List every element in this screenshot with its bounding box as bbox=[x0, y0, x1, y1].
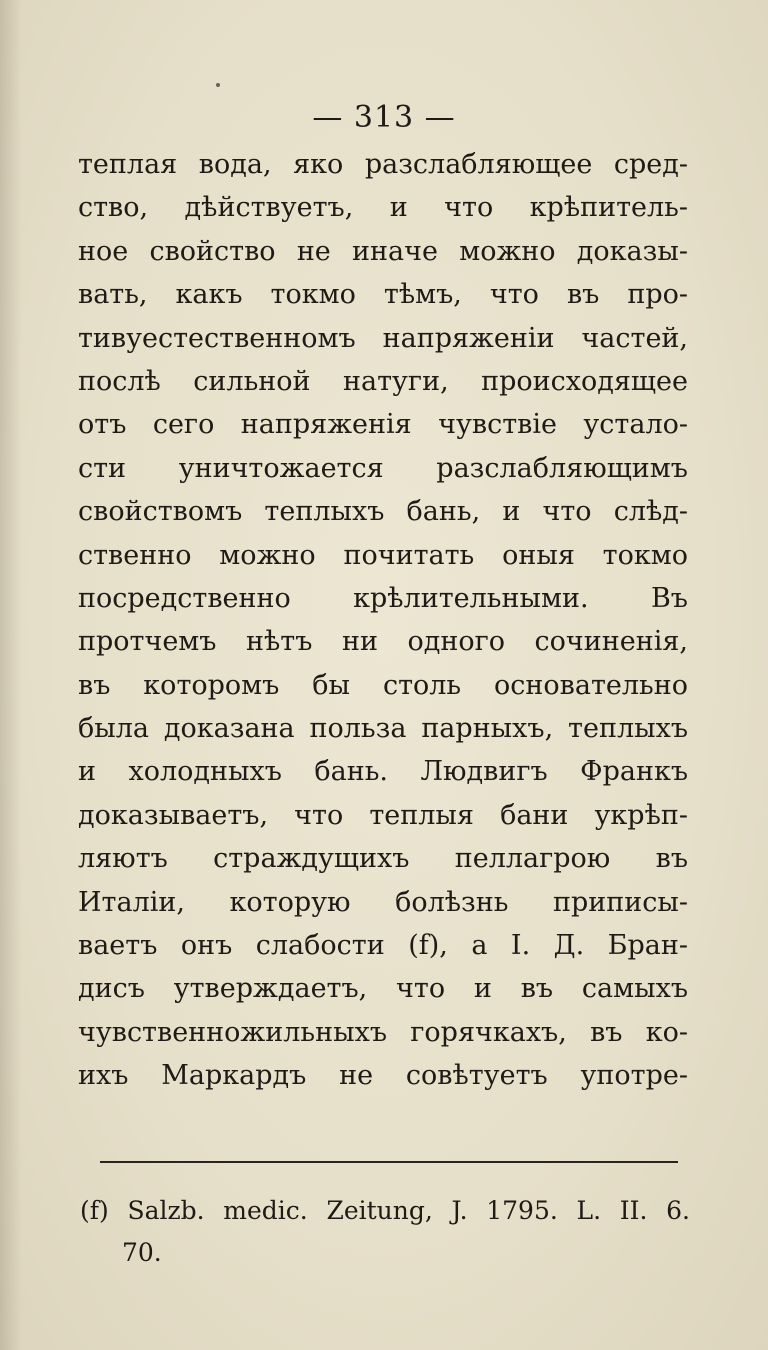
text-line: ство, дѣйствуетъ, и что крѣпитель- bbox=[78, 192, 688, 224]
text-line: свойствомъ теплыхъ бань, и что слѣд- bbox=[78, 496, 688, 528]
text-line: посредственно крѣлительными. Въ bbox=[78, 582, 688, 614]
text-line: сти уничтожается разслабляющимъ bbox=[78, 452, 688, 484]
text-line: Италіи, которую болѣзнь приписы- bbox=[78, 886, 688, 918]
text-line: отъ сего напряженія чувствіе устало- bbox=[78, 409, 688, 441]
print-speck bbox=[216, 83, 220, 87]
text-line: ное свойство не иначе можно доказы- bbox=[78, 235, 688, 267]
page-number: — 313 — bbox=[312, 100, 456, 135]
text-line: чувственножильныхъ горячкахъ, въ ко- bbox=[78, 1016, 688, 1048]
text-line: ваетъ онъ слабости (f), а I. Д. Бран- bbox=[78, 930, 688, 962]
footnote bbox=[80, 1190, 690, 1274]
text-line: вать, какъ токмо тѣмъ, что въ про- bbox=[78, 279, 688, 311]
text-line: протчемъ нѣтъ ни одного сочиненія, bbox=[78, 626, 688, 658]
page-edge-shadow bbox=[0, 0, 22, 1350]
text-line: доказываетъ, что теплыя бани укрѣп- bbox=[78, 799, 688, 831]
text-line: была доказана польза парныхъ, теплыхъ bbox=[78, 713, 688, 745]
footnote-line: 70. bbox=[122, 1238, 162, 1267]
footnote-line: (f) Salzb. medic. Zeitung, J. 1795. L. II. 6. bbox=[80, 1196, 690, 1225]
footnote-rule bbox=[100, 1161, 678, 1163]
text-line: тивуестественномъ напряженіи частей, bbox=[78, 322, 688, 354]
text-line: ихъ Маркардъ не совѣтуетъ употре- bbox=[78, 1060, 688, 1092]
text-line: теплая вода, яко разслабляющее сред- bbox=[78, 149, 688, 180]
text-line: ляютъ страждущихъ пеллагрою въ bbox=[78, 843, 688, 875]
text-line: дисъ утверждаетъ, что и въ самыхъ bbox=[78, 973, 688, 1005]
text-line: и холодныхъ бань. Людвигъ Франкъ bbox=[78, 756, 688, 788]
text-line: послѣ сильной натуги, происходящее bbox=[78, 365, 688, 397]
text-line: въ которомъ бы столь основательно bbox=[78, 669, 688, 701]
text-line: ственно можно почитать оныя токмо bbox=[78, 539, 688, 571]
body-text bbox=[78, 143, 688, 1098]
